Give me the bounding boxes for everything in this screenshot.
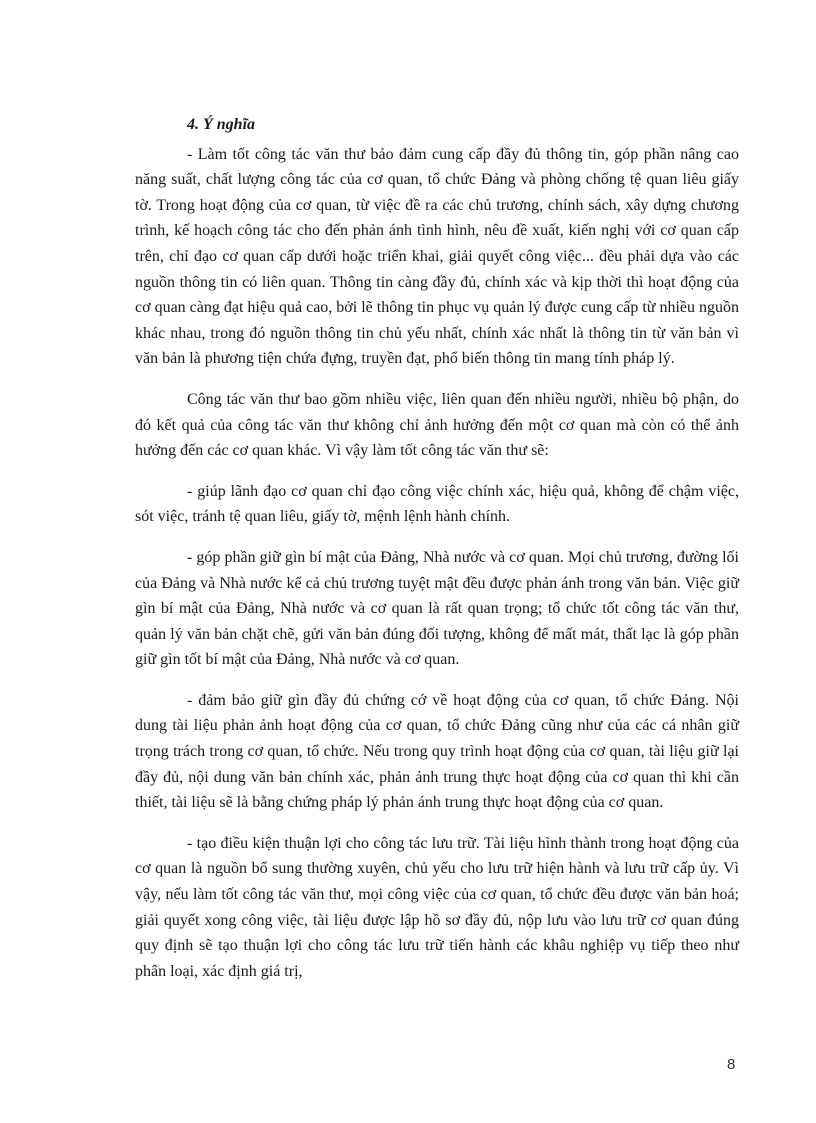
paragraph: Công tác văn thư bao gồm nhiều việc, liên quan đến nhiều người, nhiều bộ phận, do đó kết quả của công tác văn thư không chỉ ảnh hưởng đến một cơ quan mà còn có thể ảnh hưởng đến các cơ quan khác. Vì vậy làm tốt công tác văn thư sẽ: [135, 390, 739, 460]
paragraph: - đảm bảo giữ gìn đầy đủ chứng cớ về hoạt động của cơ quan, tổ chức Đảng. Nội dung tài liệu phản ảnh hoạt động của cơ quan, tổ chức Đảng cũng như của các cá nhân giữ trọng trách trong cơ quan, tổ chức. Nếu trong quy trình hoạt động của cơ quan, tài liệu giữ lại đầy đủ, nội dung văn bản chính xác, phản ảnh trung thực hoạt động của cơ quan thì khi cần thiết, tài liệu sẽ là bằng chứng pháp lý phản ánh trung thực hoạt động của cơ quan. [135, 691, 739, 812]
paragraph: - tạo điều kiện thuận lợi cho công tác lưu trữ. Tài liệu hình thành trong hoạt động của cơ quan là nguồn bổ sung thường xuyên, chủ yếu cho lưu trữ hiện hành và lưu trữ cấp ủy. Vì vậy, nếu làm tốt công tác văn thư, mọi công việc của cơ quan, tổ chức đều được văn bản hoá; giải quyết xong công việc, tài liệu được lập hồ sơ đầy đủ, nộp lưu vào lưu trữ cơ quan đúng quy định sẽ tạo thuận lợi cho công tác lưu trữ tiến hành các khâu nghiệp vụ tiếp theo như phân loại, xác định giá trị, [135, 834, 739, 980]
paragraph: - góp phần giữ gìn bí mật của Đảng, Nhà nước và cơ quan. Mọi chủ trương, đường lối của Đảng và Nhà nước kể cả chủ trương tuyệt mật đều được phản ánh trong văn bản. Việc giữ gìn bí mật của Đảng, Nhà nước và cơ quan là rất quan trọng; tổ chức tốt công tác văn thư, quản lý văn bản chặt chẽ, gửi văn bản đúng đối tượng, không để mất mát, thất lạc là góp phần giữ gìn tốt bí mật của Đảng, Nhà nước và cơ quan. [135, 548, 739, 669]
page-number: 8 [727, 1056, 736, 1073]
page-content [135, 112, 739, 999]
paragraph: - Làm tốt công tác văn thư bảo đảm cung cấp đầy đủ thông tin, góp phần nâng cao năng suất, chất lượng công tác của cơ quan, tổ chức Đảng và phòng chống tệ quan liêu giấy tờ. Trong hoạt động của cơ quan, từ việc đề ra các chủ trương, chính sách, xây dựng chương trình, kế hoạch công tác cho đến phản ánh tình hình, nêu đề xuất, kiến nghị với cơ quan cấp trên, chỉ đạo cơ quan cấp dưới hoặc triển khai, giải quyết công việc... đều phải dựa vào các nguồn thông tin có liên quan. Thông tin càng đầy đủ, chính xác và kịp thời thì hoạt động của cơ quan càng đạt hiệu quả cao, bởi lẽ thông tin phục vụ quản lý được cung cấp từ nhiều nguồn khác nhau, trong đó nguồn thông tin chủ yếu nhất, chính xác nhất là thông tin từ văn bản vì văn bản là phương tiện chứa đựng, truyền đạt, phổ biến thông tin mang tính pháp lý. [135, 145, 739, 368]
section-heading: 4. Ý nghĩa [187, 116, 256, 133]
paragraph: - giúp lãnh đạo cơ quan chỉ đạo công việc chính xác, hiệu quả, không để chậm việc, sót việc, tránh tệ quan liêu, giấy tờ, mệnh lệnh hành chính. [135, 482, 739, 526]
